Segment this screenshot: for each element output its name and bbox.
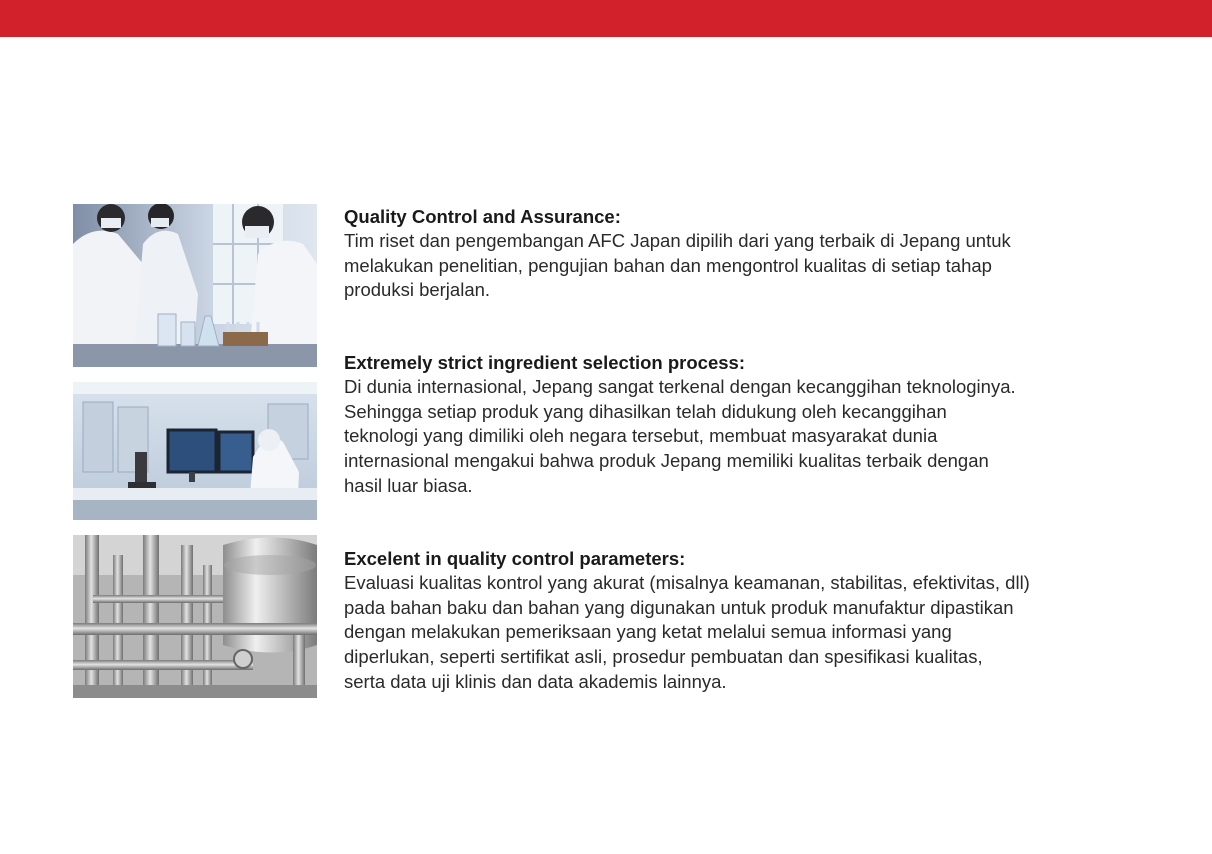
section-text-line: Evaluasi kualitas kontrol yang akurat (misalnya keamanan, stabilitas, efektivitas, dll) xyxy=(344,572,1030,593)
section-text-line: Sehingga setiap produk yang dihasilkan telah didukung oleh kecanggihan xyxy=(344,400,947,422)
section-text-line: Di dunia internasional, Jepang sangat terkenal dengan kecanggihan teknologinya. xyxy=(344,376,1016,397)
section-quality-control xyxy=(344,204,1104,303)
section-text-line: melakukan penelitian, pengujian bahan dan mengontrol kualitas di setiap tahap xyxy=(344,254,992,276)
section-ingredient-selection xyxy=(344,350,1104,499)
section-heading: Quality Control and Assurance: xyxy=(344,206,621,227)
section-text-line: serta data uji klinis dan data akademis lainnya. xyxy=(344,670,727,692)
section-quality-parameters xyxy=(344,546,1104,695)
section-text-line: pada bahan baku dan bahan yang digunakan untuk produk manufaktur dipastikan xyxy=(344,596,1014,618)
section-text-line: diperlukan, seperti sertifikat asli, prosedur pembuatan dan spesifikasi kualitas, xyxy=(344,646,983,668)
section-text-line: hasil luar biasa. xyxy=(344,474,473,496)
section-heading: Extremely strict ingredient selection process: xyxy=(344,352,745,373)
section-text-line: produksi berjalan. xyxy=(344,279,491,301)
section-text-line: internasional mengakui bahwa produk Jepang memiliki kualitas terbaik dengan xyxy=(344,450,989,472)
lab-researchers-photo xyxy=(73,204,317,367)
lab-computer-photo xyxy=(73,382,317,520)
section-text-line: Tim riset dan pengembangan AFC Japan dipilih dari yang terbaik di Jepang untuk xyxy=(344,230,1011,251)
header-bar xyxy=(0,0,1212,37)
section-heading: Excelent in quality control parameters: xyxy=(344,548,686,569)
factory-pipes-photo xyxy=(73,535,317,698)
section-text-line: teknologi yang dimiliki oleh negara tersebut, membuat masyarakat dunia xyxy=(344,425,938,447)
section-text-line: dengan melakukan pemeriksaan yang ketat melalui semua informasi yang xyxy=(344,621,952,643)
